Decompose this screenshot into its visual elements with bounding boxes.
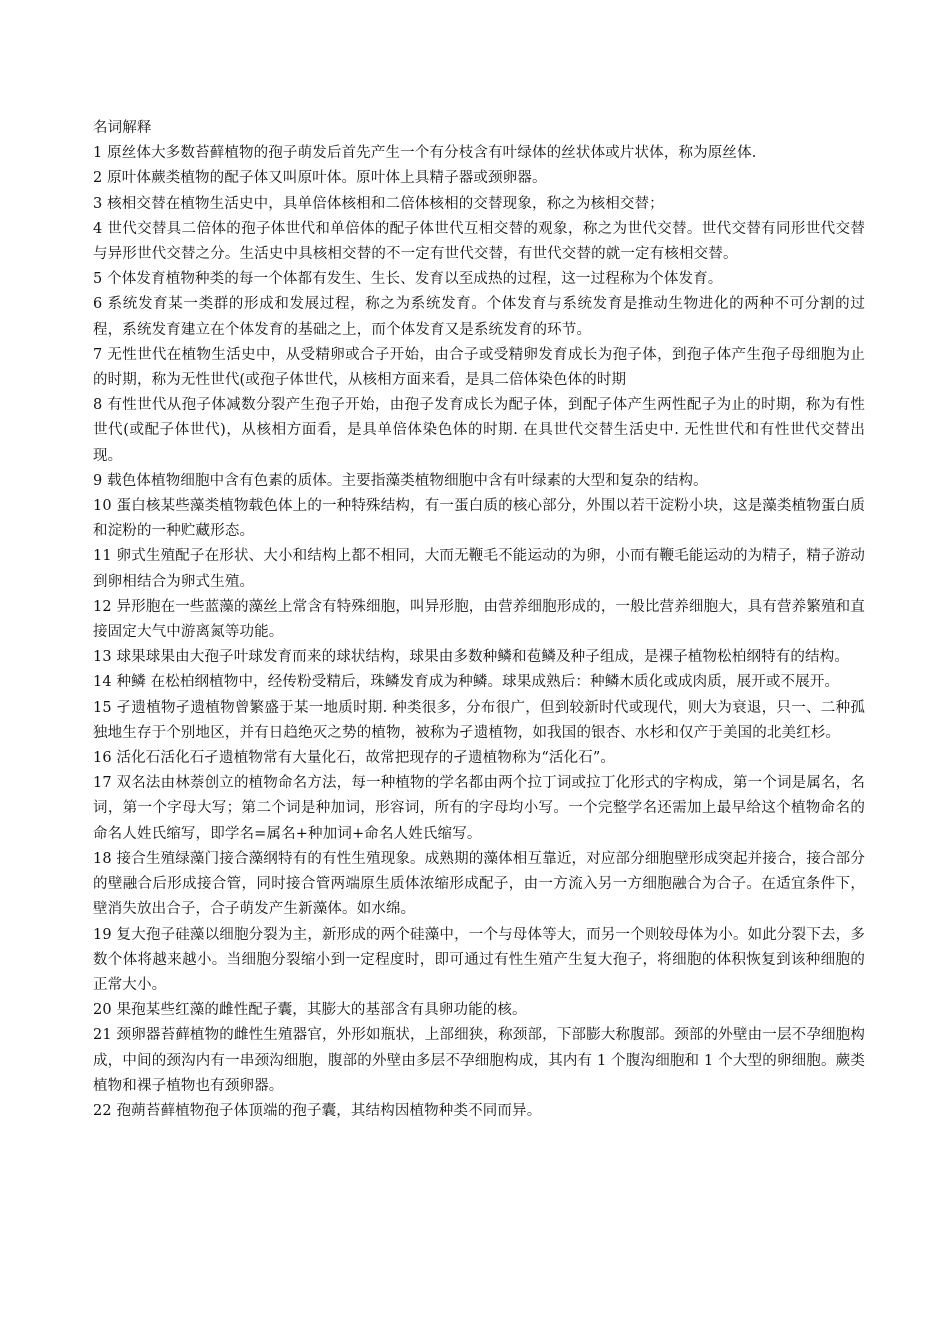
term-entry-12: 12 异形胞在一些蓝藻的藻丝上常含有特殊细胞，叫异形胞，由营养细胞形成的，一般比营养细胞大，具有营养繁殖和直接固定大气中游离氮等功能。 xyxy=(93,598,865,641)
term-entry-13: 13 球果球果由大孢子叶球发育而来的球状结构，球果由多数种鳞和苞鳞及种子组成，是裸子植物松柏纲特有的结构。 xyxy=(93,649,850,666)
section-heading: 名词解释 xyxy=(93,120,152,136)
term-entry-3: 3 核相交替在植物生活史中，具单倍体核相和二倍体核相的交替现象，称之为核相交替； xyxy=(93,195,664,212)
term-entry-8: 8 有性世代从孢子体减数分裂产生孢子开始，由孢子发育成长为配子体，到配子体产生两性配子为止的时期，称为有性世代(或配子体世代)，从核相方面看，是具单倍体染色体的时期. 在具世代交替生活史中. 无性世代和有性世代交替出现。 xyxy=(93,397,865,464)
term-entry-20: 20 果孢某些红藻的雌性配子囊，其膨大的基部含有具卵功能的核。 xyxy=(93,1002,527,1019)
term-entry-1: 1 原丝体大多数苔藓植物的孢子萌发后首先产生一个有分枝含有叶绿体的丝状体或片状体，称为原丝体. xyxy=(93,145,757,162)
term-entry-17: 17 双名法由林萘创立的植物命名方法，每一种植物的学名都由两个拉丁词或拉丁化形式的字构成，第一个词是属名，名词，第一个字母大写；第二个词是种加词，形容词，所有的字母均小写。一个完整学名还需加上最早给这个植物命名的命名人姓氏缩写，即学名=属名+种加词+命名人姓氏缩写。 xyxy=(93,775,865,842)
document-page xyxy=(93,116,865,1124)
term-entry-14: 14 种鳞 在松柏纲植物中，经传粉受精后，珠鳞发育成为种鳞。球果成熟后：种鳞木质化或成肉质，展开或不展开。 xyxy=(93,674,840,691)
term-entry-7: 7 无性世代在植物生活史中，从受精卵或合子开始，由合子或受精卵发育成长为孢子体，到孢子体产生孢子母细胞为止的时期，称为无性世代(或孢子体世代，从核相方面来看，是具二倍体染色体的时期 xyxy=(93,346,865,389)
term-entry-16: 16 活化石活化石孑遗植物常有大量化石，故常把现存的孑遗植物称为“活化石”。 xyxy=(93,750,616,767)
term-entry-4: 4 世代交替具二倍体的孢子体世代和单倍体的配子体世代互相交替的观象，称之为世代交替。世代交替有同形世代交替与异形世代交替之分。生活史中具核相交替的不一定有世代交替，有世代交替的就一定有核相交替。 xyxy=(93,220,865,263)
term-entry-18: 18 接合生殖绿藻门接合藻纲特有的有性生殖现象。成熟期的藻体相互靠近，对应部分细胞壁形成突起并接合，接合部分的壁融合后形成接合管，同时接合管两端原生质体浓缩形成配子，由一方流入另一方细胞融合为合子。在适宜条件下，壁消失放出合子，合子萌发产生新藻体。如水绵。 xyxy=(93,850,865,918)
term-entry-11: 11 卵式生殖配子在形状、大小和结构上都不相同，大而无鞭毛不能运动的为卵，小而有鞭毛能运动的为精子，精子游动到卵相结合为卵式生殖。 xyxy=(93,548,865,590)
term-entry-19: 19 复大孢子硅藻以细胞分裂为主，新形成的两个硅藻中，一个与母体等大，而另一个则较母体为小。如此分裂下去，多数个体将越来越小。当细胞分裂缩小到一定程度时，即可通过有性生殖产生复大孢子，将细胞的体积恢复到该种细胞的正常大小。 xyxy=(93,926,865,993)
term-entry-21: 21 颈卵器苔藓植物的雌性生殖器官，外形如瓶状，上部细狭，称颈部，下部膨大称腹部。颈部的外壁由一层不孕细胞构成，中间的颈沟内有一串颈沟细胞，腹部的外壁由多层不孕细胞构成，其内有 1 个腹沟细胞和 1 个大型的卵细胞。蕨类植物和裸子植物也有颈卵器。 xyxy=(93,1027,865,1094)
term-entry-2: 2 原叶体蕨类植物的配子体又叫原叶体。原叶体上具精子器或颈卵器。 xyxy=(93,170,547,187)
term-entry-22: 22 孢蒴苔藓植物孢子体顶端的孢子囊，其结构因植物种类不同而异。 xyxy=(93,1102,542,1119)
term-entry-5: 5 个体发育植物种类的每一个体都有发生、生长、发育以至成热的过程，这一过程称为个体发育。 xyxy=(93,271,723,288)
term-entry-6: 6 系统发育某一类群的形成和发展过程，称之为系统发育。个体发育与系统发育是推动生物进化的两种不可分割的过程，系统发育建立在个体发育的基础之上，而个体发育又是系统发育的环节。 xyxy=(93,296,865,338)
term-entry-9: 9 载色体植物细胞中含有色素的质体。主要指藻类植物细胞中含有叶绿素的大型和复杂的结构。 xyxy=(93,472,708,489)
term-entry-10: 10 蛋白核某些藻类植物载色体上的一种特殊结构，有一蛋白质的核心部分，外围以若干淀粉小块，这是藻类植物蛋白质和淀粉的一种贮藏形态。 xyxy=(93,498,865,540)
term-entry-15: 15 孑遗植物孑遗植物曾繁盛于某一地质时期. 种类很多，分布很广，但到较新时代或现代，则大为衰退，只一、二种孤独地生存于个别地区，并有日趋绝灭之势的植物，被称为孑遗植物，如我国的银杏、水杉和仅产于美国的北美红杉。 xyxy=(93,699,865,741)
